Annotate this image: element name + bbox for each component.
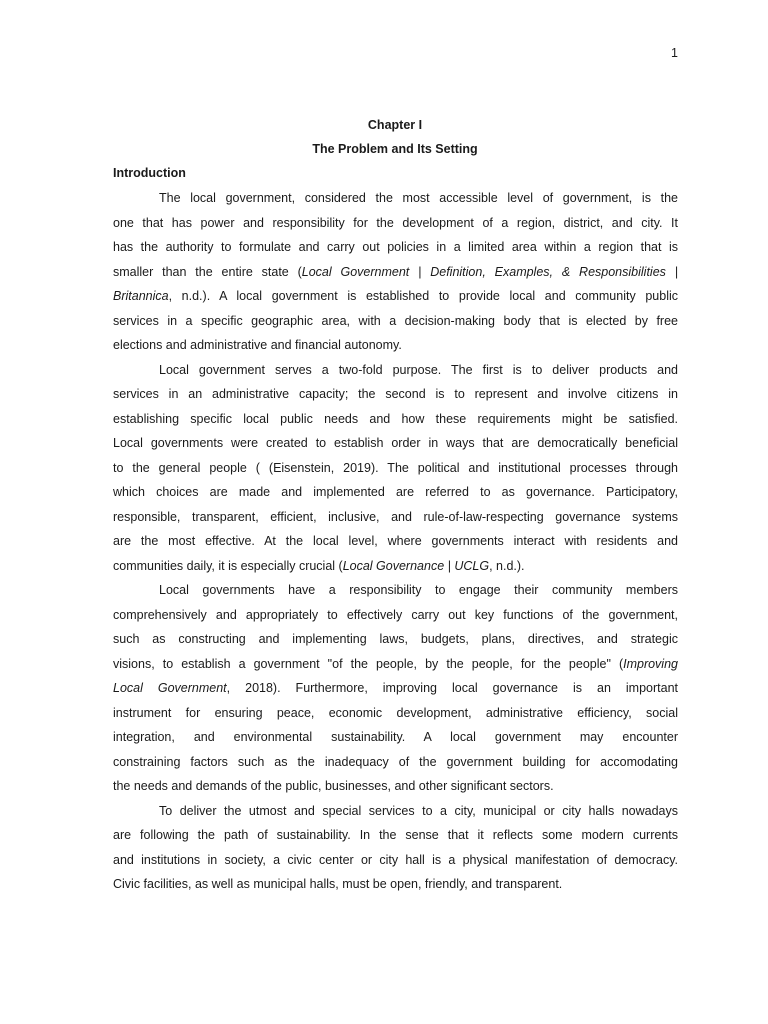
text-line: instrument for ensuring peace, economic development, administrative efficiency, social bbox=[113, 705, 678, 720]
text-line: one that has power and responsibility for the development of a region, district, and city. It bbox=[113, 215, 678, 230]
text-run: smaller than the entire state ( bbox=[113, 264, 302, 279]
italic-citation: Britannica bbox=[113, 289, 169, 303]
text-line: are following the path of sustainability. In the sense that it reflects some modern currents bbox=[113, 828, 678, 842]
text-line: To deliver the utmost and special services to a city, municipal or city halls nowadays bbox=[159, 803, 678, 818]
text-line: integration, and environmental sustainability. A local government may encounter bbox=[113, 730, 678, 744]
text-line: elections and administrative and financial autonomy. bbox=[113, 338, 402, 352]
text-run: , 2018). Furthermore, improving local governance is an important bbox=[226, 681, 678, 695]
text-line: the needs and demands of the public, businesses, and other significant sectors. bbox=[113, 779, 554, 793]
text-line: has the authority to formulate and carry out policies in a limited area within a region that is bbox=[113, 240, 678, 254]
text-line: such as constructing and implementing laws, budgets, plans, directives, and strategic bbox=[113, 632, 678, 646]
text-line: Local governments have a responsibility to engage their community members bbox=[159, 583, 678, 597]
text-line: which choices are made and implemented are referred to as governance. Participatory, bbox=[113, 485, 678, 499]
text-line: responsible, transparent, efficient, inclusive, and rule-of-law-respecting governance systems bbox=[113, 509, 678, 524]
text-line: Civic facilities, as well as municipal halls, must be open, friendly, and transparent. bbox=[113, 877, 563, 891]
text-line: services in an administrative capacity; the second is to represent and involve citizens in bbox=[113, 387, 678, 401]
text-line bbox=[113, 260, 678, 285]
chapter-title: The Problem and Its Setting bbox=[312, 142, 478, 156]
paragraph bbox=[113, 578, 678, 799]
italic-citation: Local Government bbox=[113, 681, 227, 695]
text-line: to the general people ( (Eisenstein, 2019). The political and institutional processes through bbox=[113, 460, 678, 475]
text-line: constraining factors such as the inadequacy of the government building for accomodating bbox=[113, 754, 678, 769]
italic-citation: Improving bbox=[623, 656, 678, 671]
text-line: Local governments were created to establish order in ways that are democratically beneficial bbox=[113, 436, 678, 450]
text-line bbox=[113, 652, 678, 677]
text-line: are the most effective. At the local level, where governments interact with residents and bbox=[113, 534, 678, 548]
page-number: 1 bbox=[671, 46, 678, 60]
text-line bbox=[113, 676, 678, 701]
paragraph bbox=[113, 358, 678, 579]
text-line: and institutions in society, a civic center or city hall is a physical manifestation of democracy. bbox=[113, 852, 678, 867]
text-run: , n.d.). A local government is established to provide local and community public bbox=[168, 289, 678, 303]
section-heading: Introduction bbox=[113, 166, 186, 180]
text-run: , n.d.). bbox=[489, 558, 525, 573]
text-line: Local government serves a two-fold purpose. The first is to deliver products and bbox=[159, 362, 678, 377]
text-run: communities daily, it is especially crucial ( bbox=[113, 558, 343, 573]
text-line bbox=[113, 284, 678, 309]
paragraph bbox=[113, 799, 678, 897]
chapter-label: Chapter I bbox=[367, 118, 423, 132]
text-line: comprehensively and appropriately to effectively carry out key functions of the government, bbox=[113, 607, 678, 622]
text-line: services in a specific geographic area, with a decision-making body that is elected by free bbox=[113, 313, 678, 328]
text-line: establishing specific local public needs and how these requirements might be satisfied. bbox=[113, 411, 678, 426]
text-line bbox=[113, 554, 678, 579]
body-text bbox=[113, 186, 678, 897]
text-line: The local government, considered the most accessible level of government, is the bbox=[159, 191, 678, 205]
italic-citation: Local Government | Definition, Examples, & Responsibilities | bbox=[301, 264, 678, 279]
italic-citation: Local Governance | UCLG bbox=[342, 558, 490, 573]
paragraph bbox=[113, 186, 678, 358]
text-run: visions, to establish a government "of the people, by the people, for the people" ( bbox=[113, 656, 624, 671]
